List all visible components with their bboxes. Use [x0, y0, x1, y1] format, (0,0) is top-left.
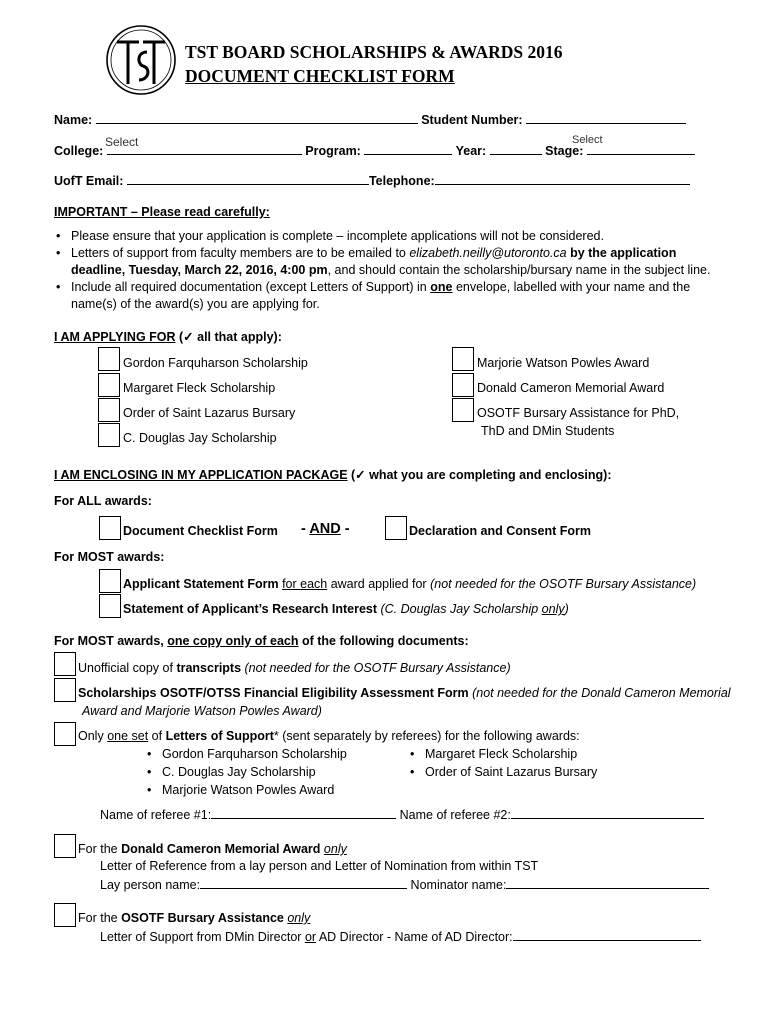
document-checklist-label: Document Checklist Form [123, 524, 278, 538]
research-interest-row [123, 602, 569, 616]
student-number-label: Student Number: [421, 113, 523, 127]
and-word: AND [309, 521, 341, 537]
stage-field[interactable] [587, 142, 695, 155]
letters-of-support-label: Letters of Support [165, 729, 274, 743]
award-osotf-bursary: OSOTF Bursary Assistance for PhD, [477, 406, 680, 420]
enclosing-heading-rest: (✓ what you are completing and enclosing): [347, 468, 612, 482]
award-douglas-jay: C. Douglas Jay Scholarship [123, 431, 277, 445]
osotf-only: only [287, 911, 311, 925]
financial-eligibility-row [78, 686, 731, 700]
osotf-line2-or: or [304, 930, 317, 944]
lay-person-label: Lay person name: [100, 878, 201, 892]
bullet2-text-b: by the application [566, 246, 677, 260]
applicant-statement-row [123, 577, 696, 591]
applying-heading-underlined: I AM APPLYING FOR [54, 330, 176, 344]
checkbox-osotf-bursary[interactable] [452, 398, 474, 422]
checkbox-margaret-fleck[interactable] [98, 373, 120, 397]
email-label: UofT Email: [54, 174, 124, 188]
checkbox-osotf-docs[interactable] [54, 903, 76, 927]
checkbox-declaration-consent[interactable] [385, 516, 407, 540]
college-label: College: [54, 144, 104, 158]
checkbox-document-checklist[interactable] [99, 516, 121, 540]
referee-1-label: Name of referee #1: [100, 808, 212, 822]
letters-text-a: Only [78, 729, 108, 743]
osotf-line2-b: AD Director - Name of AD Director: [316, 930, 513, 944]
email-row [54, 172, 690, 188]
lay-person-row [100, 876, 709, 892]
letters-of-support-row [78, 729, 580, 743]
letters-award-douglas-jay: • C. Douglas Jay Scholarship [162, 765, 316, 779]
letters-text-b: of [148, 729, 166, 743]
bullet2-text-a: Letters of support from faculty members are to be emailed to [71, 246, 410, 260]
award-margaret-fleck: Margaret Fleck Scholarship [123, 381, 276, 395]
osotf-award-name: OSOTF Bursary Assistance [121, 911, 284, 925]
award-saint-lazarus: Order of Saint Lazarus Bursary [123, 406, 296, 420]
form-subtitle: DOCUMENT CHECKLIST FORM [185, 66, 455, 86]
osotf-line-2 [100, 928, 701, 944]
most-awards-copy-heading [54, 634, 469, 648]
transcripts-note: (not needed for the OSOTF Bursary Assistance) [241, 661, 511, 675]
important-heading: IMPORTANT – Please read carefully: [54, 205, 270, 219]
cdj-only: only [541, 602, 565, 616]
lay-person-field[interactable] [200, 876, 407, 889]
important-bullet-1-text: Please ensure that your application is complete – incomplete applications will not be considered. [71, 229, 604, 243]
faculty-email: elizabeth.neilly@utoronto.ca [409, 246, 567, 260]
dcm-text-a: For the [78, 842, 122, 856]
tst-logo-icon [103, 22, 179, 98]
bullet3-one: one [430, 280, 453, 294]
important-bullet-3-cont [71, 297, 320, 311]
checkbox-douglas-jay[interactable] [98, 423, 120, 447]
program-field[interactable] [364, 142, 452, 155]
cdj-note-b: ) [564, 602, 569, 616]
name-field[interactable] [96, 111, 418, 124]
important-bullet-2-cont [71, 263, 710, 277]
name-label: Name: [54, 113, 93, 127]
and-post: - [340, 521, 350, 537]
applying-heading-rest: (✓ all that apply): [175, 330, 282, 344]
tst-logo [103, 22, 179, 98]
osotf-text-a: For the [78, 911, 122, 925]
financial-eligibility-label: Scholarships OSOTF/OTSS Financial Eligibility Assessment Form [78, 686, 469, 700]
deadline-text: deadline, Tuesday, March 22, 2016, 4:00 pm [71, 263, 328, 277]
for-most-awards: For MOST awards: [54, 550, 165, 564]
checkbox-marjorie-watson-powles[interactable] [452, 347, 474, 371]
osotf-docs-row [78, 911, 310, 925]
referee-2-label: Name of referee #2: [399, 808, 511, 822]
for-all-awards: For ALL awards: [54, 494, 152, 508]
important-bullet-2 [71, 246, 676, 260]
bullet3-text-c: name(s) of the award(s) you are applying for. [71, 297, 320, 311]
for-each-text: for each [282, 577, 328, 591]
applying-heading [54, 329, 282, 344]
donald-cameron-docs-row [78, 842, 347, 856]
award-osotf-bursary-cont: ThD and DMin Students [481, 424, 615, 438]
referee-2-field[interactable] [511, 806, 704, 819]
one-set-text: one set [107, 729, 149, 743]
not-needed-osotf-note: (not needed for the OSOTF Bursary Assistance) [430, 577, 697, 591]
ad-director-field[interactable] [513, 928, 701, 941]
award-donald-cameron: Donald Cameron Memorial Award [477, 381, 665, 395]
declaration-consent-label: Declaration and Consent Form [409, 524, 591, 538]
checkbox-letters-of-support[interactable] [54, 722, 76, 746]
dcm-line-2: Letter of Reference from a lay person and Letter of Nomination from within TST [100, 859, 539, 873]
nominator-label: Nominator name: [410, 878, 507, 892]
enclosing-heading-underlined: I AM ENCLOSING IN MY APPLICATION PACKAGE [54, 468, 348, 482]
stage-label: Stage: [545, 144, 584, 158]
college-select[interactable]: Select [105, 135, 139, 149]
award-marjorie-watson-powles: Marjorie Watson Powles Award [477, 356, 650, 370]
telephone-field[interactable] [435, 172, 690, 185]
applicant-statement-label: Applicant Statement Form [123, 577, 279, 591]
bullet3-text-b: envelope, labelled with your name and the [452, 280, 691, 294]
stage-select[interactable]: Select [572, 134, 603, 146]
checkbox-gordon-farquharson[interactable] [98, 347, 120, 371]
letters-award-gordon: • Gordon Farquharson Scholarship [162, 747, 347, 761]
important-bullet-1 [71, 229, 604, 243]
checkbox-transcripts[interactable] [54, 652, 76, 676]
award-applied-text: award applied for [327, 577, 431, 591]
letters-award-marjorie: • Marjorie Watson Powles Award [162, 783, 334, 797]
transcripts-row [78, 661, 511, 675]
and-separator [301, 521, 350, 537]
financial-note-a: (not needed for the Donald Cameron Memorial [468, 686, 731, 700]
form-title: TST BOARD SCHOLARSHIPS & AWARDS 2016 [185, 42, 563, 62]
letters-award-saint-lazarus: • Order of Saint Lazarus Bursary [425, 765, 597, 779]
email-field[interactable] [127, 172, 369, 185]
checkbox-applicant-statement[interactable] [99, 569, 121, 593]
letters-text-d: * (sent separately by referees) for the following awards: [273, 729, 580, 743]
year-label: Year: [455, 144, 487, 158]
telephone-label: Telephone: [368, 174, 435, 188]
dcm-award-name: Donald Cameron Memorial Award [121, 842, 321, 856]
transcripts-label: transcripts [176, 661, 242, 675]
research-interest-label: Statement of Applicant’s Research Interest [123, 602, 378, 616]
checkbox-financial-eligibility[interactable] [54, 678, 76, 702]
and-pre: - [301, 521, 310, 537]
cdj-note-a: (C. Douglas Jay Scholarship [377, 602, 542, 616]
referee-1-field[interactable] [211, 806, 396, 819]
student-number-field[interactable] [526, 111, 686, 124]
most-copy-a: For MOST awards, [54, 634, 168, 648]
checkbox-saint-lazarus[interactable] [98, 398, 120, 422]
award-gordon-farquharson: Gordon Farquharson Scholarship [123, 356, 308, 370]
checkbox-donald-cameron-docs[interactable] [54, 834, 76, 858]
checkbox-donald-cameron[interactable] [452, 373, 474, 397]
name-row [54, 111, 686, 127]
osotf-line2-a: Letter of Support from DMin Director [100, 930, 305, 944]
program-label: Program: [305, 144, 361, 158]
referee-row [100, 806, 704, 822]
letters-award-margaret-fleck: • Margaret Fleck Scholarship [425, 747, 577, 761]
financial-note-cont: Award and Marjorie Watson Powles Award) [82, 704, 322, 718]
year-field[interactable] [490, 142, 542, 155]
nominator-field[interactable] [506, 876, 709, 889]
dcm-only: only [323, 842, 347, 856]
bullet2-text-d: , and should contain the scholarship/bursary name in the subject line. [327, 263, 711, 277]
transcripts-text-a: Unofficial copy of [78, 661, 177, 675]
important-bullet-3 [71, 280, 690, 294]
checkbox-research-interest[interactable] [99, 594, 121, 618]
most-copy-underlined: one copy only of each [167, 634, 299, 648]
enclosing-heading [54, 467, 612, 482]
most-copy-b: of the following documents: [298, 634, 469, 648]
bullet3-text-a: Include all required documentation (except Letters of Support) in [71, 280, 431, 294]
